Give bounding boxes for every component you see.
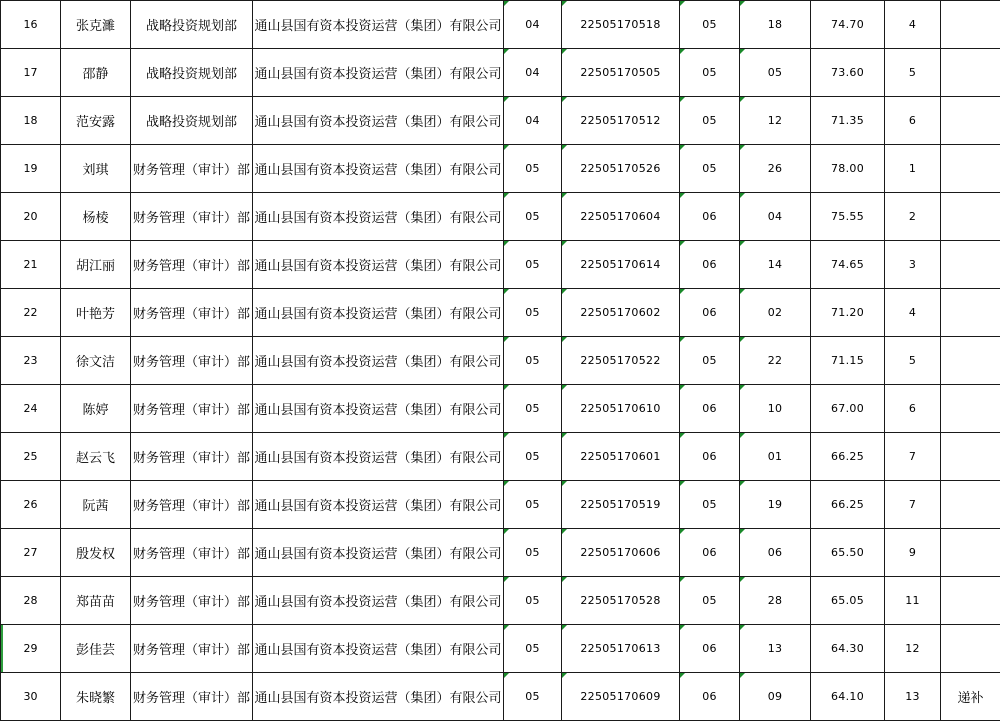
post-code-cell[interactable]: 05 — [504, 241, 562, 289]
unit-cell[interactable]: 通山县国有资本投资运营（集团）有限公司 — [253, 337, 504, 385]
unit-cell[interactable]: 通山县国有资本投资运营（集团）有限公司 — [253, 145, 504, 193]
seat-cell[interactable]: 02 — [740, 289, 811, 337]
unit-cell[interactable]: 通山县国有资本投资运营（集团）有限公司 — [253, 577, 504, 625]
seq-cell[interactable]: 19 — [1, 145, 61, 193]
table-row — [1, 481, 1000, 529]
post-code-cell[interactable]: 05 — [504, 481, 562, 529]
unit-cell[interactable]: 通山县国有资本投资运营（集团）有限公司 — [253, 193, 504, 241]
room-cell[interactable]: 06 — [680, 673, 740, 721]
note-cell[interactable]: 递补 — [941, 673, 1000, 721]
seat-cell[interactable]: 12 — [740, 97, 811, 145]
rank-cell[interactable]: 12 — [885, 625, 941, 673]
seq-cell[interactable]: 22 — [1, 289, 61, 337]
ticket-number-cell[interactable]: 22505170528 — [562, 577, 680, 625]
name-cell[interactable]: 陈婷 — [61, 385, 131, 433]
table-row — [1, 577, 1000, 625]
name-cell[interactable]: 杨棱 — [61, 193, 131, 241]
unit-cell[interactable]: 通山县国有资本投资运营（集团）有限公司 — [253, 241, 504, 289]
post-code-cell[interactable]: 05 — [504, 625, 562, 673]
name-cell[interactable]: 胡江丽 — [61, 241, 131, 289]
note-cell[interactable] — [941, 385, 1000, 433]
table-row — [1, 1, 1000, 49]
score-cell[interactable]: 65.05 — [811, 577, 885, 625]
unit-cell[interactable]: 通山县国有资本投资运营（集团）有限公司 — [253, 625, 504, 673]
post-code-cell[interactable]: 04 — [504, 97, 562, 145]
seat-cell[interactable]: 22 — [740, 337, 811, 385]
dept-cell[interactable]: 财务管理（审计）部 — [131, 337, 253, 385]
post-code-cell[interactable]: 04 — [504, 1, 562, 49]
table-row — [1, 385, 1000, 433]
note-cell[interactable] — [941, 577, 1000, 625]
unit-cell[interactable]: 通山县国有资本投资运营（集团）有限公司 — [253, 385, 504, 433]
ticket-number-cell[interactable]: 22505170522 — [562, 337, 680, 385]
dept-cell[interactable]: 战略投资规划部 — [131, 49, 253, 97]
score-cell[interactable]: 66.25 — [811, 481, 885, 529]
table-row — [1, 145, 1000, 193]
post-code-cell[interactable]: 05 — [504, 337, 562, 385]
score-cell[interactable]: 71.35 — [811, 97, 885, 145]
seq-cell[interactable]: 27 — [1, 529, 61, 577]
seq-cell[interactable]: 21 — [1, 241, 61, 289]
seq-cell[interactable]: 26 — [1, 481, 61, 529]
seat-cell[interactable]: 14 — [740, 241, 811, 289]
ticket-number-cell[interactable]: 22505170602 — [562, 289, 680, 337]
ticket-number-cell[interactable]: 22505170512 — [562, 97, 680, 145]
rank-cell[interactable]: 7 — [885, 433, 941, 481]
seat-cell[interactable]: 05 — [740, 49, 811, 97]
note-cell[interactable] — [941, 433, 1000, 481]
rank-cell[interactable]: 5 — [885, 49, 941, 97]
table-body — [1, 1, 1000, 721]
score-cell[interactable]: 71.15 — [811, 337, 885, 385]
ticket-number-cell[interactable]: 22505170613 — [562, 625, 680, 673]
dept-cell[interactable]: 财务管理（审计）部 — [131, 145, 253, 193]
room-cell[interactable]: 06 — [680, 193, 740, 241]
unit-cell[interactable]: 通山县国有资本投资运营（集团）有限公司 — [253, 481, 504, 529]
note-cell[interactable] — [941, 145, 1000, 193]
note-cell[interactable] — [941, 97, 1000, 145]
note-cell[interactable] — [941, 1, 1000, 49]
room-cell[interactable]: 05 — [680, 97, 740, 145]
seat-cell[interactable]: 18 — [740, 1, 811, 49]
rank-cell[interactable]: 6 — [885, 385, 941, 433]
seat-cell[interactable]: 06 — [740, 529, 811, 577]
seq-cell[interactable]: 16 — [1, 1, 61, 49]
seq-cell[interactable]: 29 — [1, 625, 61, 673]
dept-cell[interactable]: 财务管理（审计）部 — [131, 481, 253, 529]
seq-cell[interactable]: 17 — [1, 49, 61, 97]
ticket-number-cell[interactable]: 22505170614 — [562, 241, 680, 289]
ticket-number-cell[interactable]: 22505170518 — [562, 1, 680, 49]
score-cell[interactable]: 73.60 — [811, 49, 885, 97]
room-cell[interactable]: 06 — [680, 625, 740, 673]
seq-cell[interactable]: 25 — [1, 433, 61, 481]
table-row — [1, 673, 1000, 721]
ticket-number-cell[interactable]: 22505170609 — [562, 673, 680, 721]
rank-cell[interactable]: 6 — [885, 97, 941, 145]
ticket-number-cell[interactable]: 22505170519 — [562, 481, 680, 529]
seat-cell[interactable]: 26 — [740, 145, 811, 193]
name-cell[interactable]: 邵静 — [61, 49, 131, 97]
table-row — [1, 289, 1000, 337]
score-cell[interactable]: 78.00 — [811, 145, 885, 193]
rank-cell[interactable]: 7 — [885, 481, 941, 529]
note-cell[interactable] — [941, 241, 1000, 289]
score-cell[interactable]: 75.55 — [811, 193, 885, 241]
unit-cell[interactable]: 通山县国有资本投资运营（集团）有限公司 — [253, 49, 504, 97]
note-cell[interactable] — [941, 529, 1000, 577]
name-cell[interactable]: 赵云飞 — [61, 433, 131, 481]
name-cell[interactable]: 彭佳芸 — [61, 625, 131, 673]
seat-cell[interactable]: 28 — [740, 577, 811, 625]
room-cell[interactable]: 05 — [680, 49, 740, 97]
name-cell[interactable]: 叶艳芳 — [61, 289, 131, 337]
unit-cell[interactable]: 通山县国有资本投资运营（集团）有限公司 — [253, 97, 504, 145]
post-code-cell[interactable]: 05 — [504, 673, 562, 721]
rank-cell[interactable]: 4 — [885, 289, 941, 337]
table-row — [1, 49, 1000, 97]
seq-cell[interactable]: 20 — [1, 193, 61, 241]
unit-cell[interactable]: 通山县国有资本投资运营（集团）有限公司 — [253, 673, 504, 721]
note-cell[interactable] — [941, 49, 1000, 97]
table-row — [1, 529, 1000, 577]
score-cell[interactable]: 66.25 — [811, 433, 885, 481]
room-cell[interactable]: 06 — [680, 385, 740, 433]
seat-cell[interactable]: 10 — [740, 385, 811, 433]
rank-cell[interactable]: 13 — [885, 673, 941, 721]
unit-cell[interactable]: 通山县国有资本投资运营（集团）有限公司 — [253, 433, 504, 481]
ticket-number-cell[interactable]: 22505170604 — [562, 193, 680, 241]
room-cell[interactable]: 06 — [680, 529, 740, 577]
dept-cell[interactable]: 战略投资规划部 — [131, 1, 253, 49]
room-cell[interactable]: 05 — [680, 481, 740, 529]
post-code-cell[interactable]: 05 — [504, 433, 562, 481]
name-cell[interactable]: 范安露 — [61, 97, 131, 145]
seq-cell[interactable]: 30 — [1, 673, 61, 721]
room-cell[interactable]: 06 — [680, 433, 740, 481]
seat-cell[interactable]: 09 — [740, 673, 811, 721]
ticket-number-cell[interactable]: 22505170505 — [562, 49, 680, 97]
room-cell[interactable]: 05 — [680, 577, 740, 625]
dept-cell[interactable]: 财务管理（审计）部 — [131, 529, 253, 577]
dept-cell[interactable]: 财务管理（审计）部 — [131, 673, 253, 721]
seat-cell[interactable]: 13 — [740, 625, 811, 673]
unit-cell[interactable]: 通山县国有资本投资运营（集团）有限公司 — [253, 289, 504, 337]
rank-cell[interactable]: 5 — [885, 337, 941, 385]
seat-cell[interactable]: 01 — [740, 433, 811, 481]
rank-cell[interactable]: 11 — [885, 577, 941, 625]
name-cell[interactable]: 郑苗苗 — [61, 577, 131, 625]
score-cell[interactable]: 64.10 — [811, 673, 885, 721]
ticket-number-cell[interactable]: 22505170601 — [562, 433, 680, 481]
rank-cell[interactable]: 9 — [885, 529, 941, 577]
name-cell[interactable]: 刘琪 — [61, 145, 131, 193]
table-row — [1, 337, 1000, 385]
score-cell[interactable]: 64.30 — [811, 625, 885, 673]
dept-cell[interactable]: 财务管理（审计）部 — [131, 385, 253, 433]
room-cell[interactable]: 05 — [680, 145, 740, 193]
note-cell[interactable] — [941, 625, 1000, 673]
unit-cell[interactable]: 通山县国有资本投资运营（集团）有限公司 — [253, 1, 504, 49]
dept-cell[interactable]: 财务管理（审计）部 — [131, 625, 253, 673]
rank-cell[interactable]: 1 — [885, 145, 941, 193]
score-cell[interactable]: 65.50 — [811, 529, 885, 577]
post-code-cell[interactable]: 05 — [504, 577, 562, 625]
dept-cell[interactable]: 财务管理（审计）部 — [131, 577, 253, 625]
seq-cell[interactable]: 23 — [1, 337, 61, 385]
table-row — [1, 241, 1000, 289]
name-cell[interactable]: 徐文洁 — [61, 337, 131, 385]
post-code-cell[interactable]: 05 — [504, 385, 562, 433]
dept-cell[interactable]: 财务管理（审计）部 — [131, 433, 253, 481]
seq-cell[interactable]: 28 — [1, 577, 61, 625]
score-cell[interactable]: 74.65 — [811, 241, 885, 289]
post-code-cell[interactable]: 05 — [504, 529, 562, 577]
score-cell[interactable]: 74.70 — [811, 1, 885, 49]
note-cell[interactable] — [941, 193, 1000, 241]
unit-cell[interactable]: 通山县国有资本投资运营（集团）有限公司 — [253, 529, 504, 577]
name-cell[interactable]: 朱晓繁 — [61, 673, 131, 721]
note-cell[interactable] — [941, 337, 1000, 385]
rank-cell[interactable]: 4 — [885, 1, 941, 49]
dept-cell[interactable]: 财务管理（审计）部 — [131, 193, 253, 241]
table-row — [1, 625, 1000, 673]
ticket-number-cell[interactable]: 22505170526 — [562, 145, 680, 193]
seat-cell[interactable]: 19 — [740, 481, 811, 529]
seq-cell[interactable]: 24 — [1, 385, 61, 433]
seat-cell[interactable]: 04 — [740, 193, 811, 241]
note-cell[interactable] — [941, 481, 1000, 529]
ticket-number-cell[interactable]: 22505170610 — [562, 385, 680, 433]
post-code-cell[interactable]: 04 — [504, 49, 562, 97]
table-row — [1, 97, 1000, 145]
ticket-number-cell[interactable]: 22505170606 — [562, 529, 680, 577]
note-cell[interactable] — [941, 289, 1000, 337]
room-cell[interactable]: 06 — [680, 241, 740, 289]
score-cell[interactable]: 71.20 — [811, 289, 885, 337]
room-cell[interactable]: 05 — [680, 337, 740, 385]
score-cell[interactable]: 67.00 — [811, 385, 885, 433]
table-row — [1, 433, 1000, 481]
post-code-cell[interactable]: 05 — [504, 145, 562, 193]
dept-cell[interactable]: 财务管理（审计）部 — [131, 241, 253, 289]
rank-cell[interactable]: 3 — [885, 241, 941, 289]
table-row — [1, 193, 1000, 241]
name-cell[interactable]: 张克濉 — [61, 1, 131, 49]
room-cell[interactable]: 05 — [680, 1, 740, 49]
dept-cell[interactable]: 战略投资规划部 — [131, 97, 253, 145]
room-cell[interactable]: 06 — [680, 289, 740, 337]
name-cell[interactable]: 殷发权 — [61, 529, 131, 577]
dept-cell[interactable]: 财务管理（审计）部 — [131, 289, 253, 337]
seq-cell[interactable]: 18 — [1, 97, 61, 145]
post-code-cell[interactable]: 05 — [504, 193, 562, 241]
name-cell[interactable]: 阮茜 — [61, 481, 131, 529]
post-code-cell[interactable]: 05 — [504, 289, 562, 337]
rank-cell[interactable]: 2 — [885, 193, 941, 241]
